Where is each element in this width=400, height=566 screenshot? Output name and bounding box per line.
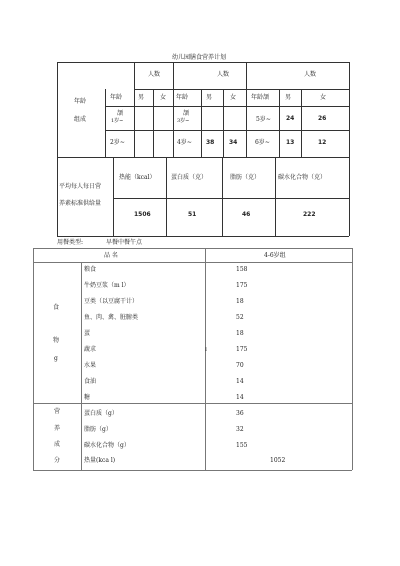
meal-type-label: 用餐类型: xyxy=(57,239,84,246)
age-cell-4y: 4岁~ xyxy=(177,139,192,146)
food-item-value: 52 xyxy=(236,314,244,321)
food-label-1: 食 xyxy=(53,304,60,311)
food-item-name: 鱼、肉、禽、脏腑类 xyxy=(84,314,139,321)
nutrient-item-name: 碳水化合物（g） xyxy=(84,442,130,449)
header-protein: 蛋白质（克） xyxy=(171,174,208,181)
boys-4y: 38 xyxy=(206,139,215,146)
food-item-name: 水果 xyxy=(84,362,97,369)
nutrient-item-value: 32 xyxy=(236,426,244,433)
food-item-value: 18 xyxy=(236,330,244,337)
col-boys-2: 男 xyxy=(206,94,213,101)
girls-4y: 34 xyxy=(229,139,238,146)
headcount-header-3: 人数 xyxy=(304,71,317,78)
col-girls-1: 女 xyxy=(160,94,167,101)
food-item-value: 70 xyxy=(236,362,244,369)
header-fat: 脂肪（克） xyxy=(230,174,261,181)
food-item-value: 158 xyxy=(236,266,248,273)
col-age-1: 年龄 xyxy=(110,94,123,101)
age-cell-2y: 2岁~ xyxy=(110,139,125,146)
row-header-age: 年龄 xyxy=(74,98,87,105)
age-cell-b-sub: 3岁~ xyxy=(177,118,190,124)
food-item-name: 蛋 xyxy=(84,330,91,337)
food-item-name: 蔬求 xyxy=(84,346,97,353)
girls-6y: 12 xyxy=(318,139,327,146)
nutrient-label-2: 养 xyxy=(54,425,61,432)
col-girls-3: 女 xyxy=(320,94,327,101)
food-item-value: 18 xyxy=(236,298,244,305)
row-header-composition: 组成 xyxy=(74,116,87,123)
nutrient-item-name: 热量(kca l) xyxy=(84,457,116,464)
value-carbohydrate: 222 xyxy=(303,211,316,218)
header-carbohydrate: 碳水化合物（克） xyxy=(278,174,327,181)
food-item-value: 175 xyxy=(236,282,248,289)
age-cell-c: 5岁~ xyxy=(256,116,271,123)
supply-row-label-2: 养素标准供给量 xyxy=(59,200,102,207)
age-cell-a-sub: 1岁~ xyxy=(111,118,124,124)
col-boys-3: 男 xyxy=(285,94,292,101)
girls-5y: 26 xyxy=(318,115,327,122)
col-age-group: 年龄颉 xyxy=(251,94,270,101)
col-boys-1: 男 xyxy=(138,94,145,101)
nutrient-item-value: 155 xyxy=(236,442,248,449)
nutrient-item-name: 脂肪（g） xyxy=(84,426,112,433)
nutrient-label-3: 成 xyxy=(54,441,61,448)
age-cell-b: 颉 xyxy=(183,110,190,117)
nutrient-item-value: 36 xyxy=(236,410,244,417)
food-item-value: 14 xyxy=(236,394,244,401)
boys-5y: 24 xyxy=(286,115,295,122)
col-girls-2: 女 xyxy=(230,94,237,101)
food-item-name: 豆类（以豆腐干计） xyxy=(84,298,139,305)
boys-6y: 13 xyxy=(286,139,295,146)
col-age-2: 年龄 xyxy=(176,94,189,101)
headcount-header-2: 人数 xyxy=(217,71,230,78)
nutrient-item-name: 蛋白质（g） xyxy=(84,410,118,417)
food-item-name: 粮食 xyxy=(84,266,97,273)
nutrient-label-4: 分 xyxy=(54,457,61,464)
supply-row-label-1: 平均每人每日营 xyxy=(59,183,102,190)
food-item-value: 175 xyxy=(236,346,248,353)
nutrient-label-1: 营 xyxy=(54,408,61,415)
nutrient-item-value: 1052 xyxy=(270,457,286,464)
food-label-3: g xyxy=(54,355,58,362)
food-label-2: 物 xyxy=(53,337,60,344)
header-item-name: 品 名 xyxy=(104,252,118,259)
meal-type-value: 早餐中餐午点 xyxy=(106,239,143,246)
value-energy: 1506 xyxy=(134,211,151,218)
food-item-value: 14 xyxy=(236,378,244,385)
header-energy: 热能（kcal） xyxy=(119,174,156,181)
value-fat: 46 xyxy=(242,211,251,218)
food-item-name: 食油 xyxy=(84,378,97,385)
headcount-header-1: 人数 xyxy=(148,71,161,78)
page-title: 幼儿园膳食营养计划 xyxy=(172,54,227,61)
food-item-name: 糖 xyxy=(84,394,91,401)
stray-mark: I xyxy=(205,347,207,353)
header-age-group: 4-6岁组 xyxy=(264,252,286,259)
food-item-name: 牛奶豆浆（m l） xyxy=(84,282,130,289)
age-cell-a: 颉 xyxy=(117,110,124,117)
value-protein: 51 xyxy=(188,211,197,218)
age-cell-6y: 6岁~ xyxy=(255,139,270,146)
